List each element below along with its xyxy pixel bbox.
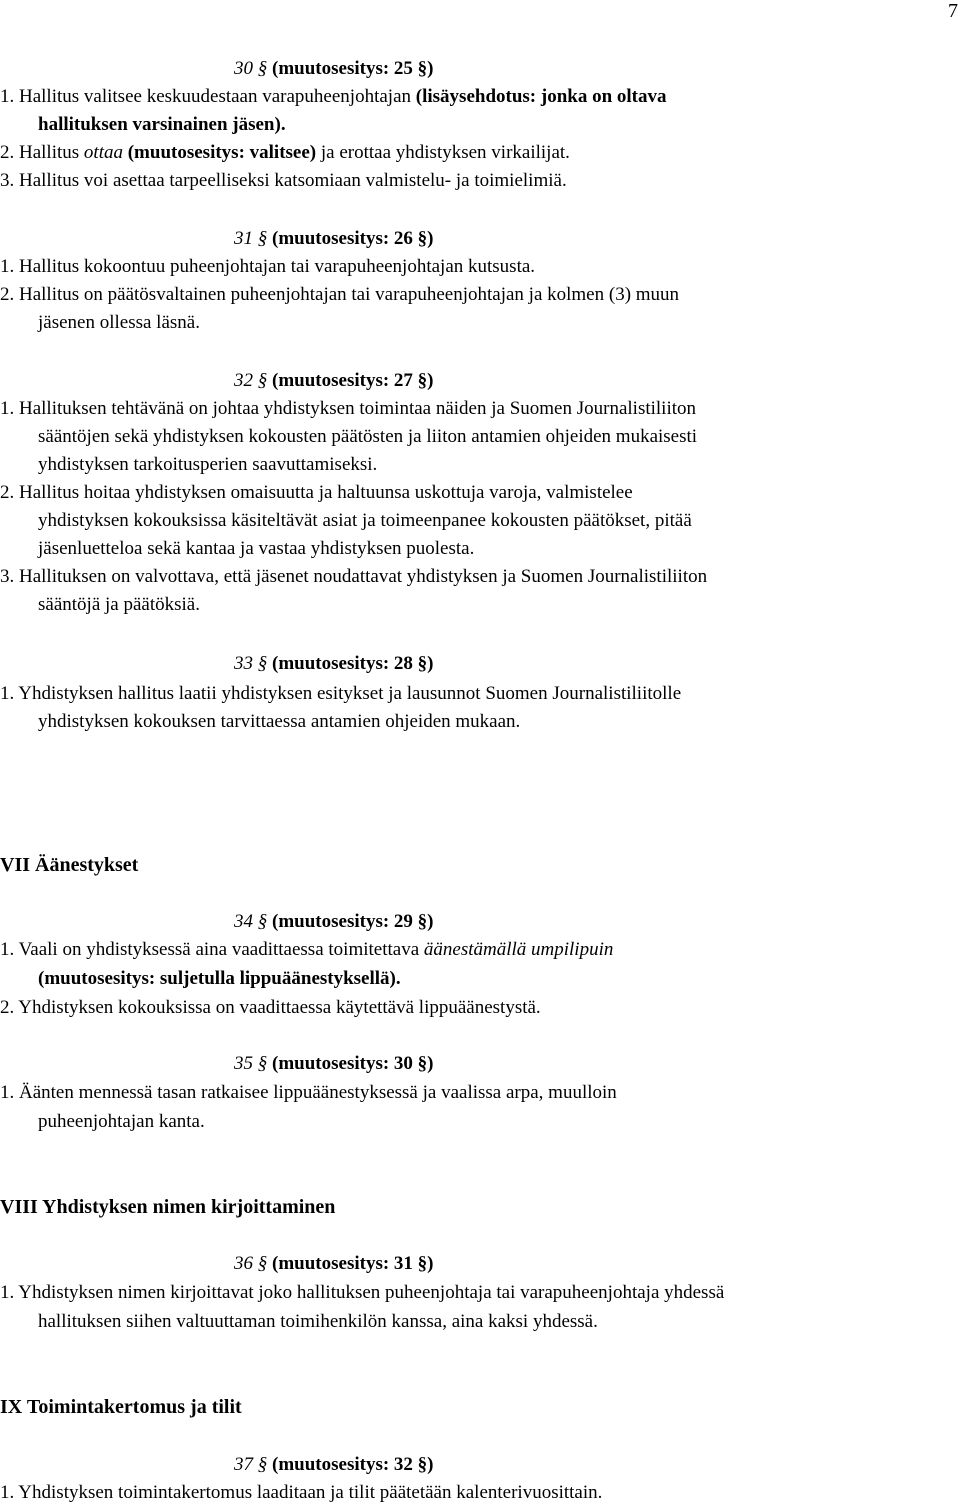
chapter-heading-vii: VII Äänestykset (0, 854, 139, 876)
paragraph-line: 1. Hallituksen tehtävänä on johtaa yhdistyksen toimintaa näiden ja Suomen Journalistiliiton (0, 398, 697, 419)
page-number: 7 (948, 0, 958, 22)
chapter-heading-ix: IX Toimintakertomus ja tilit (0, 1396, 242, 1418)
section-34-heading: 34 § (muutosesitys: 29 §) (234, 911, 434, 932)
paragraph-line: 1. Vaali on yhdistyksessä aina vaadittaessa toimitettava äänestämällä umpilipuin (0, 939, 614, 960)
paragraph-line: 1. Hallitus valitsee keskuudestaan varapuheenjohtajan (lisäysehdotus: jonka on oltava (0, 86, 667, 107)
paragraph-line: hallituksen siihen valtuuttaman toimihenkilön kanssa, aina kaksi yhdessä. (38, 1311, 598, 1332)
paragraph-line: yhdistyksen kokouksissa käsiteltävät asiat ja toimeenpanee kokousten päätökset, pitää (38, 510, 692, 531)
section-36-heading: 36 § (muutosesitys: 31 §) (234, 1253, 434, 1274)
paragraph-line: yhdistyksen tarkoitusperien saavuttamiseksi. (38, 454, 378, 475)
section-30-heading: 30 § (muutosesitys: 25 §) (234, 58, 434, 79)
section-31-heading: 31 § (muutosesitys: 26 §) (234, 228, 434, 249)
section-37-heading: 37 § (muutosesitys: 32 §) (234, 1454, 434, 1475)
paragraph-line: 1. Yhdistyksen toimintakertomus laaditaan ja tilit päätetään kalenterivuosittain. (0, 1482, 603, 1503)
paragraph-line: jäsenluetteloa sekä kantaa ja vastaa yhdistyksen puolesta. (38, 538, 475, 559)
paragraph-line: 1. Äänten mennessä tasan ratkaisee lippuäänestyksessä ja vaalissa arpa, muulloin (0, 1082, 617, 1103)
paragraph-line: 2. Hallitus hoitaa yhdistyksen omaisuutta ja haltuunsa uskottuja varoja, valmistelee (0, 482, 633, 503)
paragraph-line: puheenjohtajan kanta. (38, 1111, 205, 1132)
paragraph-line: 2. Yhdistyksen kokouksissa on vaadittaessa käytettävä lippuäänestystä. (0, 997, 541, 1018)
paragraph-line: 1. Hallitus kokoontuu puheenjohtajan tai varapuheenjohtajan kutsusta. (0, 256, 536, 277)
paragraph-line: 2. Hallitus on päätösvaltainen puheenjohtajan tai varapuheenjohtajan ja kolmen (3) muun (0, 284, 680, 305)
paragraph-line: 2. Hallitus ottaa (muutosesitys: valitsee) ja erottaa yhdistyksen virkailijat. (0, 142, 570, 163)
paragraph-line: 1. Yhdistyksen hallitus laatii yhdistyksen esitykset ja lausunnot Suomen Journalistiliitolle (0, 683, 682, 704)
paragraph-line: hallituksen varsinainen jäsen). (38, 114, 286, 135)
section-35-heading: 35 § (muutosesitys: 30 §) (234, 1053, 434, 1074)
paragraph-line: sääntöjen sekä yhdistyksen kokousten päätösten ja liiton antamien ohjeiden mukaisesti (38, 426, 698, 447)
paragraph-line: (muutosesitys: suljetulla lippuäänestyksellä). (38, 968, 401, 989)
paragraph-line: 3. Hallitus voi asettaa tarpeelliseksi katsomiaan valmistelu- ja toimielimiä. (0, 170, 567, 191)
section-32-heading: 32 § (muutosesitys: 27 §) (234, 370, 434, 391)
paragraph-line: yhdistyksen kokouksen tarvittaessa antamien ohjeiden mukaan. (38, 711, 521, 732)
chapter-heading-viii: VIII Yhdistyksen nimen kirjoittaminen (0, 1196, 336, 1218)
paragraph-line: 1. Yhdistyksen nimen kirjoittavat joko hallituksen puheenjohtaja tai varapuheenjohtaja yhdessä (0, 1282, 725, 1303)
paragraph-line: sääntöjä ja päätöksiä. (38, 594, 200, 615)
paragraph-line: 3. Hallituksen on valvottava, että jäsenet noudattavat yhdistyksen ja Suomen Journalistiliiton (0, 566, 708, 587)
paragraph-line: jäsenen ollessa läsnä. (38, 312, 200, 333)
section-33-heading: 33 § (muutosesitys: 28 §) (234, 653, 434, 674)
